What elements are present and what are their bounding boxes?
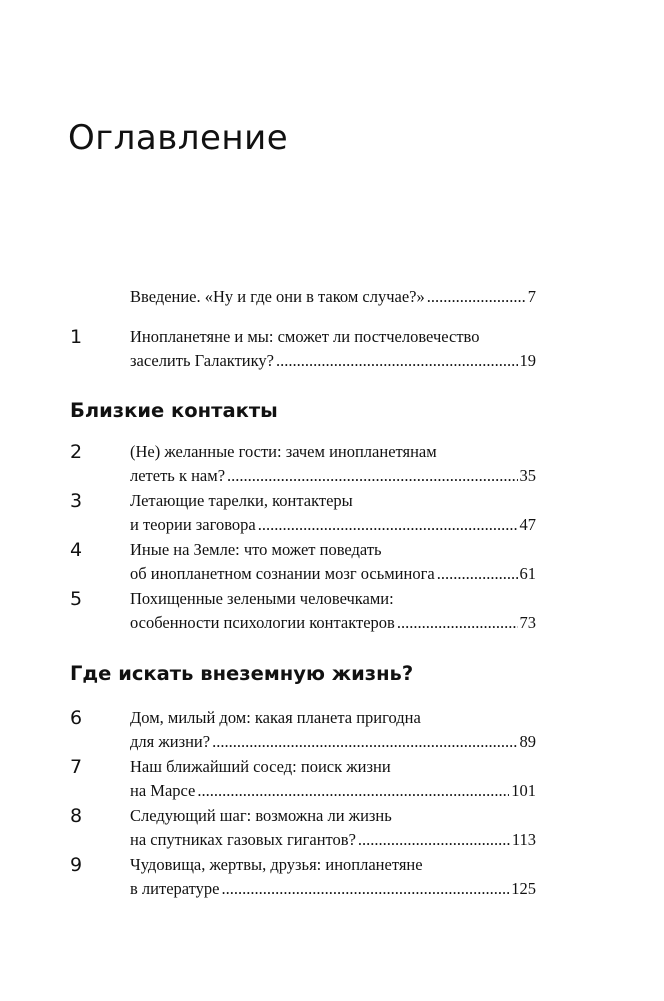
toc-entry-line [130,611,536,635]
dot-leader [212,730,517,754]
toc-entry-number: 3 [70,490,83,512]
toc-entry-page: 73 [519,612,536,632]
dot-leader [397,611,518,635]
toc-entry-page: 35 [519,465,536,485]
dot-leader [227,464,517,488]
toc-entry-line [130,513,536,537]
dot-leader [437,562,518,586]
dot-leader [276,349,518,373]
toc-entry-line [130,349,536,373]
dot-leader [221,877,509,901]
toc-entry-title-cont: для жизни? [130,731,211,751]
toc-entry-text [130,853,536,900]
dot-leader [427,285,526,309]
toc-entry-text [130,706,536,753]
toc-entry-number: 9 [70,854,83,876]
toc-entry-title: Инопланетяне и мы: сможет ли постчеловечество [130,327,480,346]
toc-entry-text [130,325,536,372]
toc-entry-line [130,877,536,901]
toc-entry-page: 101 [511,780,536,800]
toc-entry-9[interactable] [70,853,536,903]
toc-entry-page: 47 [519,514,536,534]
toc-entry-6[interactable] [70,706,536,756]
toc-entry-page: 61 [519,563,536,583]
toc-entry-7[interactable] [70,755,536,805]
toc-entry-text [130,804,536,851]
toc-entry-title: Иные на Земле: что может поведать [130,540,382,559]
toc-entry-text [130,587,536,634]
dot-leader [358,828,510,852]
toc-entry-5[interactable] [70,587,536,637]
dot-leader [258,513,518,537]
toc-entry-line [130,828,536,852]
toc-entry-text [130,285,536,309]
toc-entry-title-cont: в литературе [130,878,220,898]
toc-entry-number: 4 [70,539,83,561]
toc-entry-number: 8 [70,805,83,827]
toc-entry-title: Введение. «Ну и где они в таком случае?» [130,287,425,306]
toc-entry-title: Чудовища, жертвы, друзья: инопланетяне [130,855,423,874]
toc-entry-text [130,489,536,536]
toc-entry-title-cont: об инопланетном сознании мозг осьминога [130,563,435,583]
toc-entry-page: 19 [519,350,536,370]
toc-entry-4[interactable] [70,538,536,588]
toc-entry-1[interactable] [70,325,536,375]
toc-entry-title-cont: заселить Галактику? [130,350,274,370]
toc-entry-line [130,562,536,586]
toc-entry-title: Похищенные зелеными человечками: [130,589,394,608]
toc-entry-page: 125 [511,878,536,898]
toc-entry-title: Дом, милый дом: какая планета пригодна [130,708,421,727]
toc-entry-text [130,440,536,487]
toc-entry-number: 5 [70,588,83,610]
toc-entry-title: Наш ближайший сосед: поиск жизни [130,757,391,776]
toc-entry-title: (Не) желанные гости: зачем инопланетянам [130,442,437,461]
toc-entry-page: 89 [519,731,536,751]
toc-entry-line [130,730,536,754]
dot-leader [197,779,509,803]
toc-entry-line [130,464,536,488]
toc-entry-page: 113 [511,829,536,849]
toc-entry-title: Следующий шаг: возможна ли жизнь [130,806,392,825]
page-title: Оглавление [68,118,289,158]
toc-entry-number: 1 [70,326,83,348]
toc-entry-number: 2 [70,441,83,463]
toc-entry-8[interactable] [70,804,536,854]
toc-entry-3[interactable] [70,489,536,539]
section-title: Где искать внеземную жизнь? [70,662,414,685]
toc-entry-number: 6 [70,707,83,729]
toc-entry-title-cont: лететь к нам? [130,465,226,485]
toc-entry-text [130,755,536,802]
toc-entry-line [130,285,536,309]
toc-entry-line [130,779,536,803]
toc-entry-page: 7 [527,287,536,306]
toc-entry-title-cont: на спутниках газовых гигантов? [130,829,356,849]
toc-entry-2[interactable] [70,440,536,490]
toc-entry-title-cont: на Марсе [130,780,196,800]
toc-entry-title-cont: и теории заговора [130,514,256,534]
toc-entry-title: Летающие тарелки, контактеры [130,491,353,510]
toc-entry-title-cont: особенности психологии контактеров [130,612,395,632]
toc-entry-text [130,538,536,585]
section-title: Близкие контакты [70,399,278,422]
toc-entry-number: 7 [70,756,83,778]
